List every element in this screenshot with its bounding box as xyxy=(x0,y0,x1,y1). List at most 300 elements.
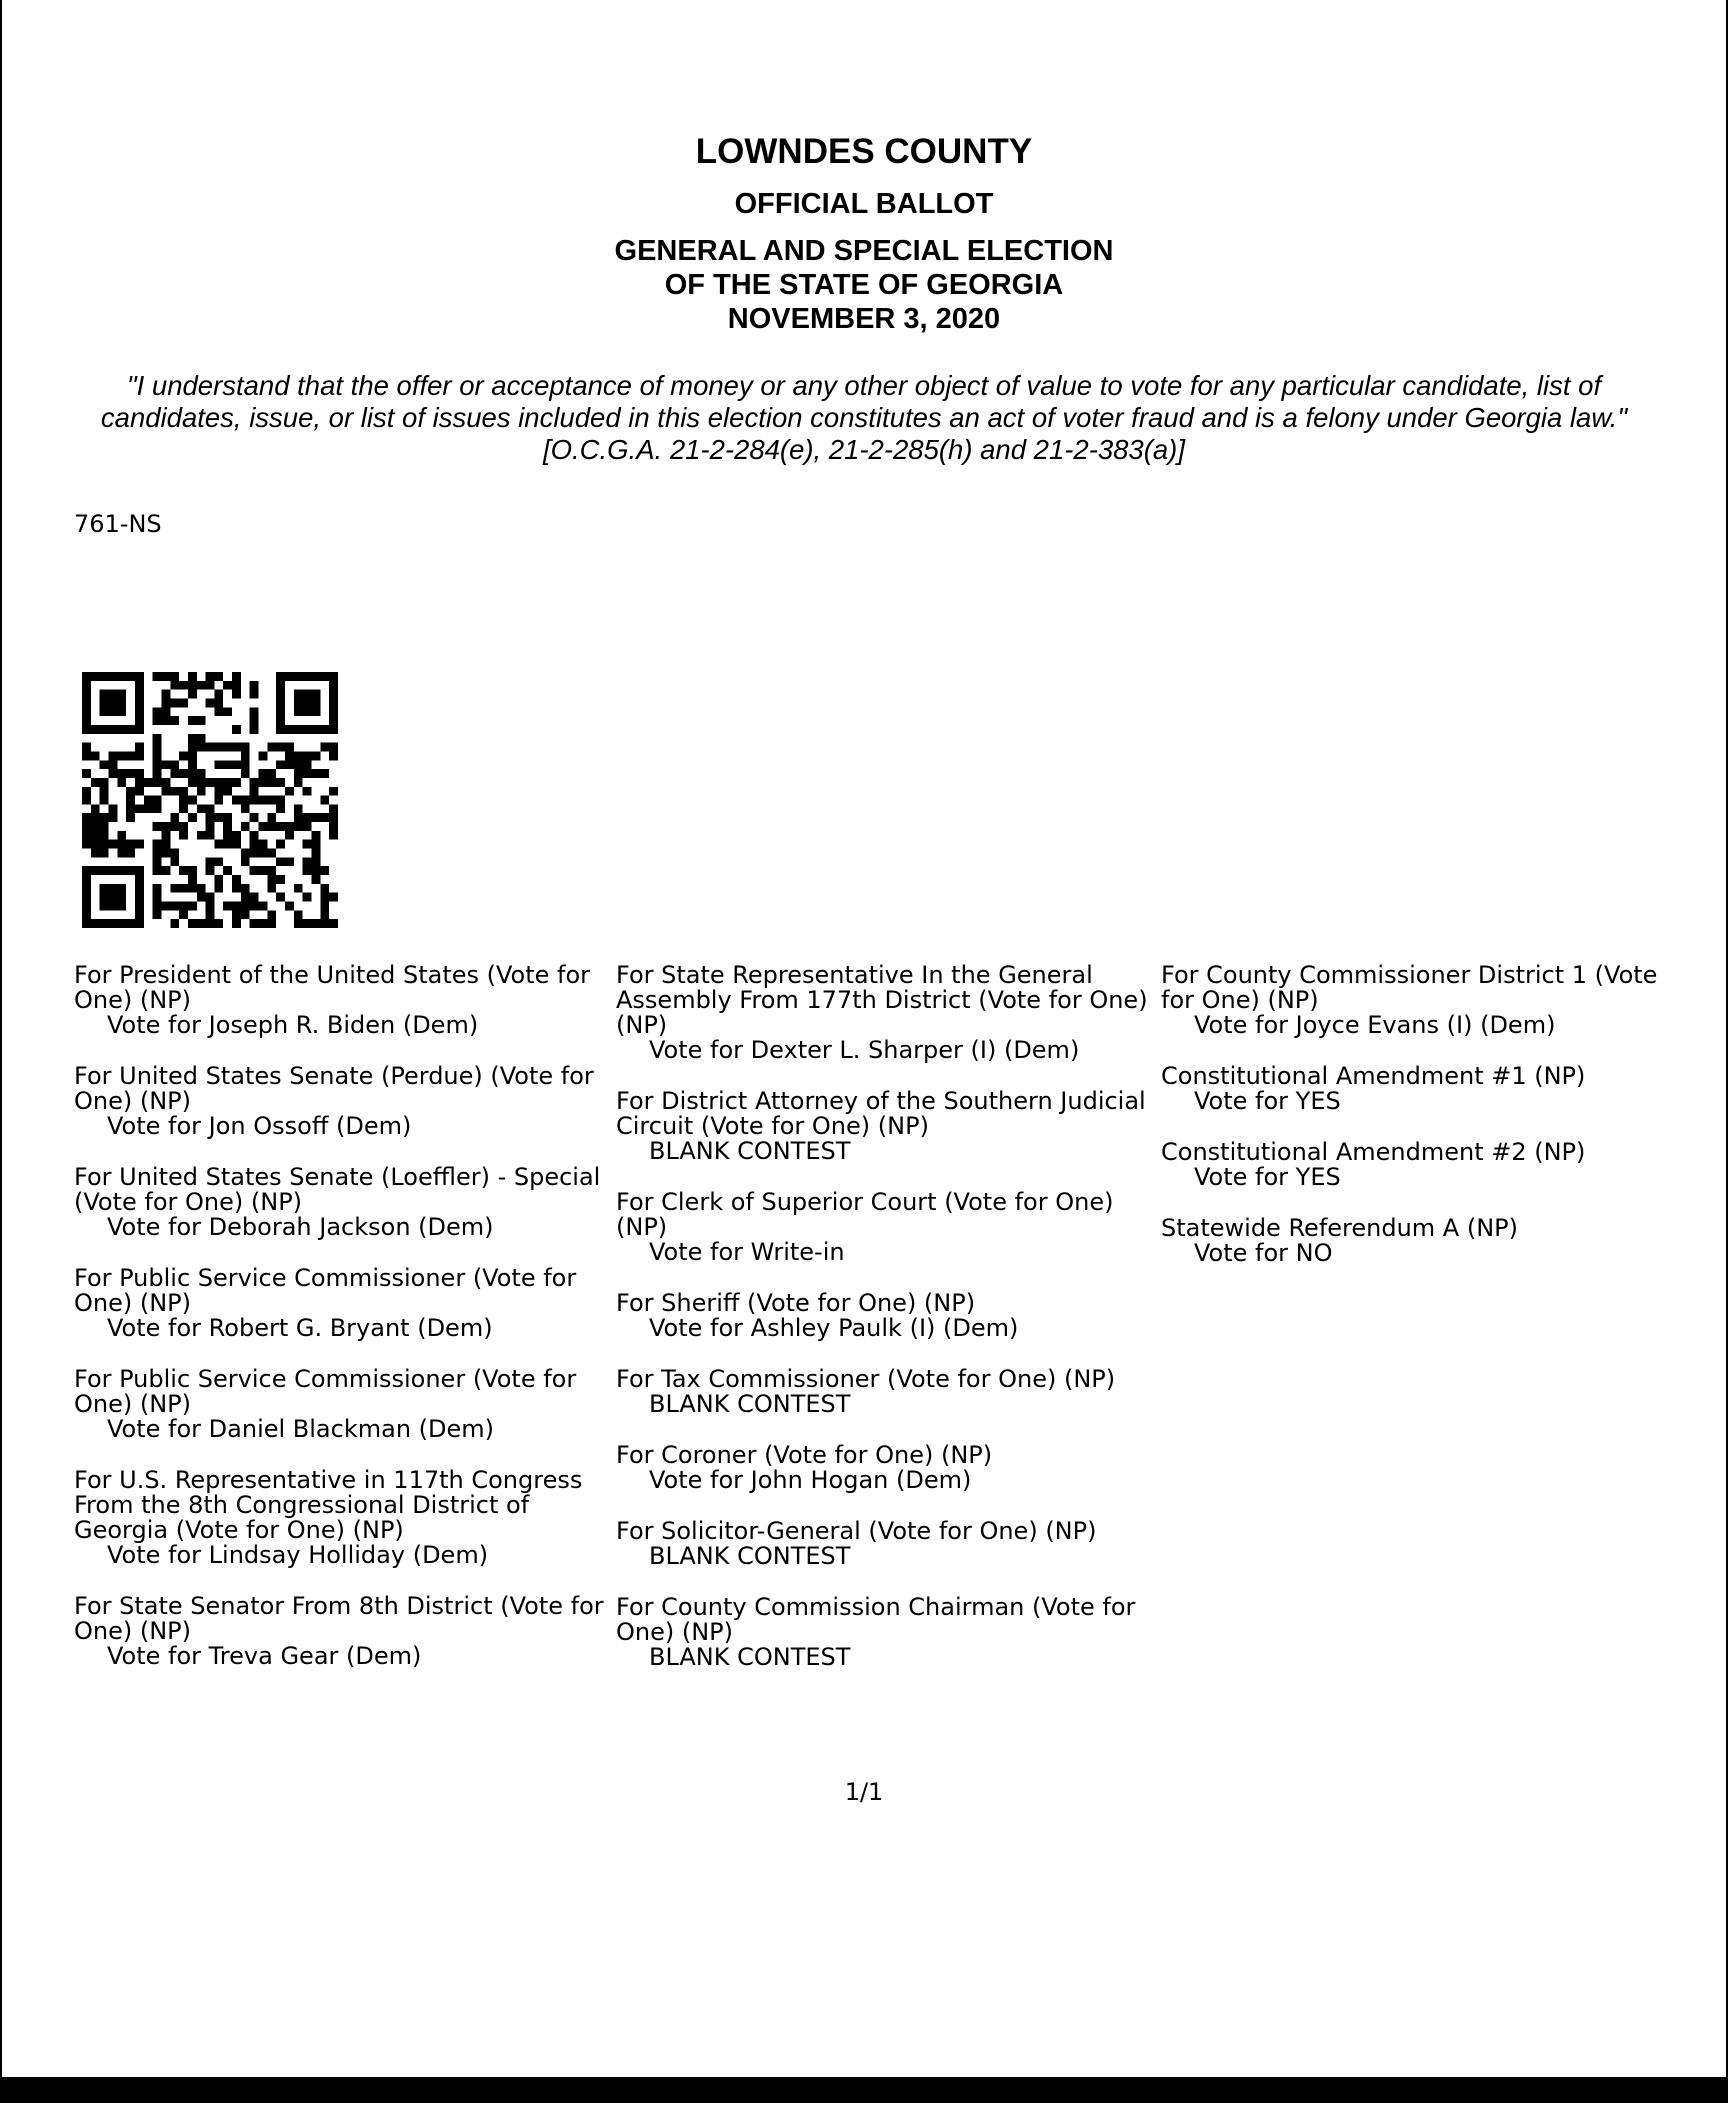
qr-module xyxy=(214,787,223,796)
qr-module xyxy=(153,734,162,743)
qr-module xyxy=(214,672,223,681)
qr-module xyxy=(303,813,312,822)
qr-module xyxy=(144,804,153,813)
qr-module xyxy=(250,778,259,787)
qr-module xyxy=(82,910,91,919)
qr-module xyxy=(161,760,170,769)
qr-module xyxy=(329,690,338,699)
qr-module xyxy=(232,919,241,928)
qr-module xyxy=(135,910,144,919)
qr-module xyxy=(126,866,135,875)
qr-module xyxy=(329,919,338,928)
voter-fraud-warning: "I understand that the offer or acceptance of money or any other object of value to vote for any particular candidate, list of candidates, issue, or list of issues included in this election constitutes an act of voter fraud and is a felony under Georgia law."[O.C.G.A. 21-2-284(e), 21-2-285(h) and 21-2-383(a)] xyxy=(100,370,1628,465)
qr-module xyxy=(179,751,188,760)
qr-module xyxy=(188,902,197,911)
qr-module xyxy=(285,672,294,681)
qr-module xyxy=(294,698,303,707)
qr-module xyxy=(276,725,285,734)
qr-module xyxy=(108,672,117,681)
qr-module xyxy=(188,743,197,752)
qr-module xyxy=(250,796,259,805)
qr-module xyxy=(108,813,117,822)
qr-module xyxy=(259,866,268,875)
contest xyxy=(616,963,1156,1063)
qr-module xyxy=(82,893,91,902)
qr-module xyxy=(267,778,276,787)
qr-module xyxy=(82,919,91,928)
qr-module xyxy=(108,725,117,734)
contest-choice: Vote for Write-in xyxy=(649,1238,845,1266)
qr-module xyxy=(170,902,179,911)
qr-module xyxy=(214,813,223,822)
qr-module xyxy=(206,893,215,902)
qr-module xyxy=(329,893,338,902)
qr-module xyxy=(197,743,206,752)
qr-module xyxy=(135,751,144,760)
qr-module xyxy=(303,725,312,734)
qr-module xyxy=(161,716,170,725)
qr-module xyxy=(100,672,109,681)
qr-module xyxy=(100,813,109,822)
qr-module xyxy=(91,813,100,822)
qr-module xyxy=(179,698,188,707)
qr-module xyxy=(206,822,215,831)
qr-module xyxy=(117,769,126,778)
contest xyxy=(616,1190,1156,1265)
qr-module xyxy=(294,672,303,681)
qr-module xyxy=(170,760,179,769)
qr-module xyxy=(100,831,109,840)
qr-module xyxy=(135,787,144,796)
qr-module xyxy=(135,681,144,690)
qr-module xyxy=(214,707,223,716)
qr-module xyxy=(100,760,109,769)
qr-module xyxy=(100,866,109,875)
qr-module xyxy=(303,919,312,928)
qr-module xyxy=(320,743,329,752)
contest-choice: Vote for John Hogan (Dem) xyxy=(649,1466,972,1494)
qr-module xyxy=(153,769,162,778)
qr-module xyxy=(232,743,241,752)
qr-module xyxy=(117,698,126,707)
qr-module xyxy=(153,804,162,813)
qr-module xyxy=(126,813,135,822)
qr-module xyxy=(91,849,100,858)
contest xyxy=(1161,1216,1728,1266)
qr-module xyxy=(250,787,259,796)
qr-module xyxy=(179,831,188,840)
qr-module xyxy=(126,725,135,734)
qr-module xyxy=(259,796,268,805)
qr-module xyxy=(82,672,91,681)
qr-module xyxy=(285,857,294,866)
qr-module xyxy=(276,778,285,787)
contest xyxy=(616,1367,1156,1417)
qr-module xyxy=(206,743,215,752)
qr-module xyxy=(91,778,100,787)
qr-module xyxy=(135,840,144,849)
contest-title: For District Attorney of the Southern Judicial Circuit (Vote for One) (NP) xyxy=(616,1087,1146,1140)
qr-module xyxy=(188,866,197,875)
qr-module xyxy=(267,875,276,884)
qr-module xyxy=(276,672,285,681)
qr-module xyxy=(294,822,303,831)
contest-title: Constitutional Amendment #2 (NP) xyxy=(1161,1138,1586,1166)
qr-module xyxy=(223,707,232,716)
qr-module xyxy=(82,866,91,875)
qr-module xyxy=(232,725,241,734)
qr-module xyxy=(303,787,312,796)
qr-module xyxy=(197,804,206,813)
qr-module xyxy=(170,698,179,707)
qr-module xyxy=(153,857,162,866)
contest-title: For Tax Commissioner (Vote for One) (NP) xyxy=(616,1365,1116,1393)
qr-module xyxy=(223,866,232,875)
qr-module xyxy=(135,690,144,699)
qr-module xyxy=(303,690,312,699)
qr-module xyxy=(276,760,285,769)
qr-module xyxy=(276,707,285,716)
qr-module xyxy=(285,725,294,734)
qr-module xyxy=(267,910,276,919)
qr-module xyxy=(126,787,135,796)
qr-module xyxy=(320,866,329,875)
qr-module xyxy=(329,804,338,813)
contest-title: For State Representative In the General Assembly From 177th District (Vote for One) (NP) xyxy=(616,961,1148,1039)
contest-title: For U.S. Representative in 117th Congress From the 8th Congressional District of Georgia (Vote for One) (NP) xyxy=(74,1466,583,1544)
qr-module xyxy=(153,849,162,858)
contest xyxy=(616,1089,1156,1164)
qr-module xyxy=(329,831,338,840)
qr-module xyxy=(250,902,259,911)
qr-module xyxy=(267,849,276,858)
qr-module xyxy=(126,769,135,778)
qr-module xyxy=(108,760,117,769)
contest-choice: Vote for Dexter L. Sharper (I) (Dem) xyxy=(649,1036,1080,1064)
qr-module xyxy=(170,857,179,866)
qr-module xyxy=(100,725,109,734)
qr-module xyxy=(153,796,162,805)
qr-module xyxy=(232,690,241,699)
election-line-2: OF THE STATE OF GEORGIA xyxy=(664,269,1064,301)
qr-code xyxy=(72,672,348,928)
qr-module xyxy=(250,707,259,716)
qr-module xyxy=(267,769,276,778)
qr-module xyxy=(170,813,179,822)
qr-module xyxy=(232,910,241,919)
qr-module xyxy=(126,751,135,760)
qr-module xyxy=(250,893,259,902)
qr-module xyxy=(303,751,312,760)
qr-module xyxy=(259,849,268,858)
contest-title: For Coroner (Vote for One) (NP) xyxy=(616,1441,993,1469)
qr-module xyxy=(259,919,268,928)
qr-module xyxy=(267,919,276,928)
qr-module xyxy=(241,902,250,911)
contest-title: For State Senator From 8th District (Vote for One) (NP) xyxy=(74,1592,604,1645)
qr-module xyxy=(303,840,312,849)
qr-module xyxy=(179,804,188,813)
qr-module xyxy=(188,884,197,893)
qr-module xyxy=(214,875,223,884)
qr-module xyxy=(320,893,329,902)
qr-module xyxy=(100,840,109,849)
contest-choice: BLANK CONTEST xyxy=(649,1137,851,1165)
qr-module xyxy=(312,813,321,822)
qr-module xyxy=(206,778,215,787)
qr-module xyxy=(153,672,162,681)
qr-module xyxy=(117,902,126,911)
qr-module xyxy=(135,884,144,893)
qr-module xyxy=(117,919,126,928)
qr-module xyxy=(153,760,162,769)
qr-module xyxy=(206,857,215,866)
qr-module xyxy=(223,778,232,787)
qr-module xyxy=(232,778,241,787)
qr-module xyxy=(82,751,91,760)
qr-module xyxy=(188,778,197,787)
qr-module xyxy=(135,698,144,707)
qr-module xyxy=(312,690,321,699)
qr-module xyxy=(117,725,126,734)
qr-module xyxy=(294,919,303,928)
qr-module xyxy=(303,672,312,681)
qr-module xyxy=(188,796,197,805)
qr-module xyxy=(214,698,223,707)
qr-module xyxy=(188,734,197,743)
qr-module xyxy=(135,778,144,787)
qr-module xyxy=(214,796,223,805)
contest xyxy=(616,1291,1156,1341)
qr-module xyxy=(232,884,241,893)
qr-module xyxy=(82,884,91,893)
qr-module xyxy=(100,893,109,902)
qr-module xyxy=(214,778,223,787)
qr-module xyxy=(108,840,117,849)
qr-module xyxy=(223,681,232,690)
qr-module xyxy=(126,672,135,681)
qr-module xyxy=(232,840,241,849)
contest-title: For United States Senate (Loeffler) - Special (Vote for One) (NP) xyxy=(74,1163,601,1216)
page-bottom-bar xyxy=(0,2077,1728,2103)
ballot-column-3 xyxy=(1161,963,1728,1292)
qr-module xyxy=(91,822,100,831)
qr-module xyxy=(100,884,109,893)
qr-module xyxy=(108,751,117,760)
qr-module xyxy=(91,804,100,813)
qr-module xyxy=(170,884,179,893)
qr-module xyxy=(108,919,117,928)
qr-module xyxy=(153,822,162,831)
page-number: 1/1 xyxy=(844,1778,884,1806)
qr-module xyxy=(206,831,215,840)
qr-module xyxy=(276,716,285,725)
qr-module xyxy=(285,760,294,769)
contest xyxy=(616,1519,1156,1569)
qr-module xyxy=(188,716,197,725)
qr-module xyxy=(329,751,338,760)
qr-module xyxy=(320,919,329,928)
qr-module xyxy=(329,743,338,752)
contest-choice: Vote for Deborah Jackson (Dem) xyxy=(107,1213,494,1241)
qr-module xyxy=(206,804,215,813)
contest-title: For President of the United States (Vote for One) (NP) xyxy=(74,961,591,1014)
qr-module xyxy=(320,769,329,778)
qr-module xyxy=(267,884,276,893)
qr-module xyxy=(197,893,206,902)
qr-module xyxy=(100,849,109,858)
qr-module xyxy=(153,910,162,919)
qr-module xyxy=(197,919,206,928)
qr-module xyxy=(303,698,312,707)
qr-module xyxy=(312,875,321,884)
county-title: LOWNDES COUNTY xyxy=(695,132,1033,171)
qr-module xyxy=(153,707,162,716)
qr-module xyxy=(250,831,259,840)
qr-module xyxy=(214,884,223,893)
election-line-1: GENERAL AND SPECIAL ELECTION xyxy=(614,235,1114,267)
qr-module xyxy=(161,902,170,911)
qr-module xyxy=(108,769,117,778)
contest xyxy=(616,1595,1156,1670)
qr-module xyxy=(223,743,232,752)
qr-module xyxy=(329,725,338,734)
qr-module xyxy=(170,769,179,778)
qr-module xyxy=(250,813,259,822)
qr-module xyxy=(276,875,285,884)
qr-module xyxy=(232,902,241,911)
qr-module xyxy=(259,822,268,831)
qr-module xyxy=(214,840,223,849)
qr-module xyxy=(232,831,241,840)
qr-module xyxy=(206,698,215,707)
qr-module xyxy=(276,893,285,902)
qr-module xyxy=(100,822,109,831)
qr-module xyxy=(241,857,250,866)
qr-module xyxy=(82,743,91,752)
qr-module xyxy=(329,787,338,796)
contest-choice: Vote for YES xyxy=(1194,1163,1341,1191)
contest xyxy=(1161,1140,1728,1190)
qr-module xyxy=(161,840,170,849)
qr-module xyxy=(312,751,321,760)
contest-title: For Public Service Commissioner (Vote for One) (NP) xyxy=(74,1365,577,1418)
qr-module xyxy=(241,884,250,893)
qr-module xyxy=(179,884,188,893)
qr-module xyxy=(206,910,215,919)
qr-module xyxy=(108,893,117,902)
qr-module xyxy=(294,725,303,734)
qr-module xyxy=(241,910,250,919)
qr-module xyxy=(108,902,117,911)
qr-module xyxy=(285,831,294,840)
qr-module xyxy=(82,840,91,849)
qr-module xyxy=(135,902,144,911)
qr-module xyxy=(117,831,126,840)
qr-module xyxy=(241,751,250,760)
contest xyxy=(74,1594,610,1669)
qr-module xyxy=(241,804,250,813)
qr-module xyxy=(312,707,321,716)
contest-title: For Clerk of Superior Court (Vote for One) (NP) xyxy=(616,1188,1114,1241)
qr-module xyxy=(179,910,188,919)
qr-module xyxy=(241,743,250,752)
qr-module xyxy=(135,804,144,813)
qr-module xyxy=(91,831,100,840)
qr-module xyxy=(241,849,250,858)
contest-choice: Vote for Daniel Blackman (Dem) xyxy=(107,1415,495,1443)
qr-module xyxy=(82,875,91,884)
qr-module xyxy=(303,857,312,866)
contest-title: For United States Senate (Perdue) (Vote for One) (NP) xyxy=(74,1062,594,1115)
qr-module xyxy=(161,672,170,681)
qr-module xyxy=(100,919,109,928)
contest-choice: Vote for Lindsay Holliday (Dem) xyxy=(107,1541,489,1569)
qr-module xyxy=(197,681,206,690)
qr-module xyxy=(285,902,294,911)
qr-module xyxy=(117,707,126,716)
qr-module xyxy=(135,707,144,716)
qr-module xyxy=(135,725,144,734)
qr-module xyxy=(91,672,100,681)
qr-module xyxy=(312,857,321,866)
qr-module xyxy=(312,769,321,778)
qr-module xyxy=(294,804,303,813)
qr-module xyxy=(223,840,232,849)
qr-module xyxy=(232,760,241,769)
qr-module xyxy=(82,707,91,716)
qr-module xyxy=(276,698,285,707)
qr-module xyxy=(108,690,117,699)
qr-module xyxy=(250,690,259,699)
contest xyxy=(74,1367,610,1442)
qr-module xyxy=(329,813,338,822)
qr-module xyxy=(82,813,91,822)
qr-module xyxy=(153,866,162,875)
contest-title: For Public Service Commissioner (Vote for One) (NP) xyxy=(74,1264,577,1317)
qr-module xyxy=(259,751,268,760)
qr-module xyxy=(223,787,232,796)
qr-module xyxy=(197,884,206,893)
qr-module xyxy=(285,787,294,796)
contest-title: Constitutional Amendment #1 (NP) xyxy=(1161,1062,1586,1090)
qr-module xyxy=(153,902,162,911)
qr-module xyxy=(312,698,321,707)
qr-module xyxy=(223,813,232,822)
qr-module xyxy=(117,840,126,849)
qr-module xyxy=(188,769,197,778)
qr-module xyxy=(250,866,259,875)
qr-module xyxy=(188,813,197,822)
qr-module xyxy=(117,672,126,681)
qr-module xyxy=(320,725,329,734)
qr-module xyxy=(312,831,321,840)
qr-module xyxy=(197,734,206,743)
qr-module xyxy=(320,910,329,919)
contest-choice: Vote for Joseph R. Biden (Dem) xyxy=(107,1011,479,1039)
qr-module xyxy=(206,813,215,822)
qr-module xyxy=(91,751,100,760)
qr-module xyxy=(259,902,268,911)
qr-module xyxy=(241,796,250,805)
qr-module xyxy=(276,796,285,805)
qr-module xyxy=(214,760,223,769)
qr-module xyxy=(259,769,268,778)
qr-module xyxy=(161,690,170,699)
qr-module xyxy=(329,822,338,831)
qr-module xyxy=(276,681,285,690)
qr-module xyxy=(188,919,197,928)
